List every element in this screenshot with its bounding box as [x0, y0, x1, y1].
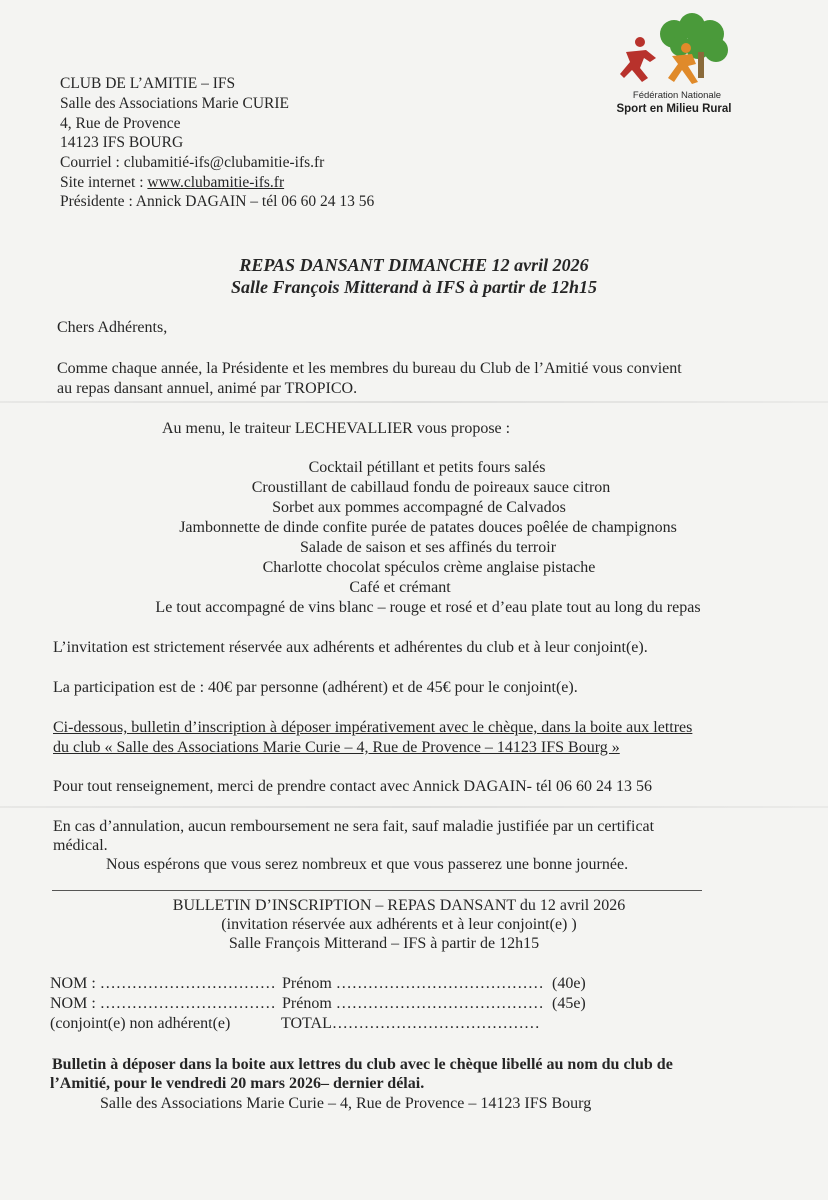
cancellation-line-2: médical.	[53, 837, 108, 854]
form-location: Salle François Mitterand – IFS à partir de 12h15	[228, 935, 540, 952]
price-conjoint: (45e)	[552, 995, 586, 1012]
menu-item: Charlotte chocolat spéculos crème anglaise pistache	[262, 559, 596, 576]
prenom-field-1[interactable]: Prénom …………………………………	[282, 975, 544, 992]
prenom-field-2[interactable]: Prénom …………………………………	[282, 995, 544, 1012]
paper-fold	[0, 806, 828, 808]
bulletin-instruction-line-2: du club « Salle des Associations Marie Curie – 4, Rue de Provence – 14123 IFS Bourg »	[53, 739, 620, 756]
menu-item: Cocktail pétillant et petits fours salés	[308, 459, 546, 476]
separator-line	[52, 890, 702, 891]
menu-item: Salade de saison et ses affinés du terroir	[299, 539, 557, 556]
form-title: BULLETIN D’INSCRIPTION – REPAS DANSANT du 12 avril 2026	[172, 897, 626, 914]
menu-item: Croustillant de cabillaud fondu de poireaux sauce citron	[251, 479, 611, 496]
menu-intro: Au menu, le traiteur LECHEVALLIER vous propose :	[162, 420, 511, 437]
club-street: 4, Rue de Provence	[60, 115, 181, 132]
logo-line-1: Fédération Nationale	[632, 90, 722, 101]
paper-fold	[0, 401, 828, 403]
club-city: 14123 IFS BOURG	[60, 134, 184, 151]
menu-item: Le tout accompagné de vins blanc – rouge et rosé et d’eau plate tout au long du repas	[155, 599, 701, 616]
bulletin-instruction-line-1: Ci-dessous, bulletin d’inscription à déposer impérativement avec le chèque, dans la boite aux lettres	[53, 719, 693, 736]
club-website	[60, 175, 284, 191]
nom-field-1[interactable]: NOM : ……………………………	[50, 975, 276, 992]
intro-line-1: Comme chaque année, la Présidente et les membres du bureau du Club de l’Amitié vous convient	[57, 360, 682, 377]
cancellation-line-1: En cas d’annulation, aucun remboursement ne sera fait, sauf maladie justifiée par un certificat	[53, 818, 655, 835]
website-label: Site internet :	[60, 174, 148, 191]
total-field[interactable]: TOTAL…………………………………	[281, 1015, 540, 1032]
deadline-line-1: Bulletin à déposer dans la boite aux lettres du club avec le chèque libellé au nom du club de	[52, 1056, 673, 1073]
logo-line-2: Sport en Milieu Rural	[616, 103, 732, 115]
price-adherent: (40e)	[552, 975, 586, 992]
club-email: Courriel : clubamitié-ifs@clubamitie-ifs.fr	[60, 154, 325, 171]
greeting: Chers Adhérents,	[57, 319, 168, 336]
conjoint-label: (conjoint(e) non adhérent(e)	[50, 1015, 231, 1032]
form-address: Salle des Associations Marie Curie – 4, Rue de Provence – 14123 IFS Bourg	[100, 1095, 592, 1112]
nom-field-2[interactable]: NOM : ……………………………	[50, 995, 276, 1012]
event-subtitle: Salle François Mitterand à IFS à partir de 12h15	[230, 277, 598, 297]
deadline-line-2: l’Amitié, pour le vendredi 20 mars 2026– dernier délai.	[50, 1075, 425, 1092]
participation: La participation est de : 40€ par personne (adhérent) et de 45€ pour le conjoint(e).	[53, 679, 578, 696]
menu-item: Sorbet aux pommes accompagné de Calvados	[272, 499, 566, 516]
contact-info: Pour tout renseignement, merci de prendre contact avec Annick DAGAIN- tél 06 60 24 13 56	[53, 778, 652, 795]
club-venue: Salle des Associations Marie CURIE	[60, 95, 290, 112]
club-president: Présidente : Annick DAGAIN – tél 06 60 24 13 56	[60, 193, 375, 210]
intro-line-2: au repas dansant annuel, animé par TROPICO.	[57, 380, 358, 397]
invitation-note: L’invitation est strictement réservée aux adhérents et adhérentes du club et à leur conjoint(e).	[53, 639, 648, 656]
closing: Nous espérons que vous serez nombreux et que vous passerez une bonne journée.	[106, 856, 629, 873]
website-link[interactable]: www.clubamitie-ifs.fr	[147, 174, 285, 191]
menu-item: Café et crémant	[349, 579, 451, 596]
event-title: REPAS DANSANT DIMANCHE 12 avril 2026	[239, 255, 589, 275]
menu-item: Jambonnette de dinde confite purée de patates douces poêlée de champignons	[179, 519, 677, 536]
club-name: CLUB DE L’AMITIE – IFS	[60, 75, 236, 92]
form-subtitle: (invitation réservée aux adhérents et à leur conjoint(e) )	[221, 916, 577, 933]
